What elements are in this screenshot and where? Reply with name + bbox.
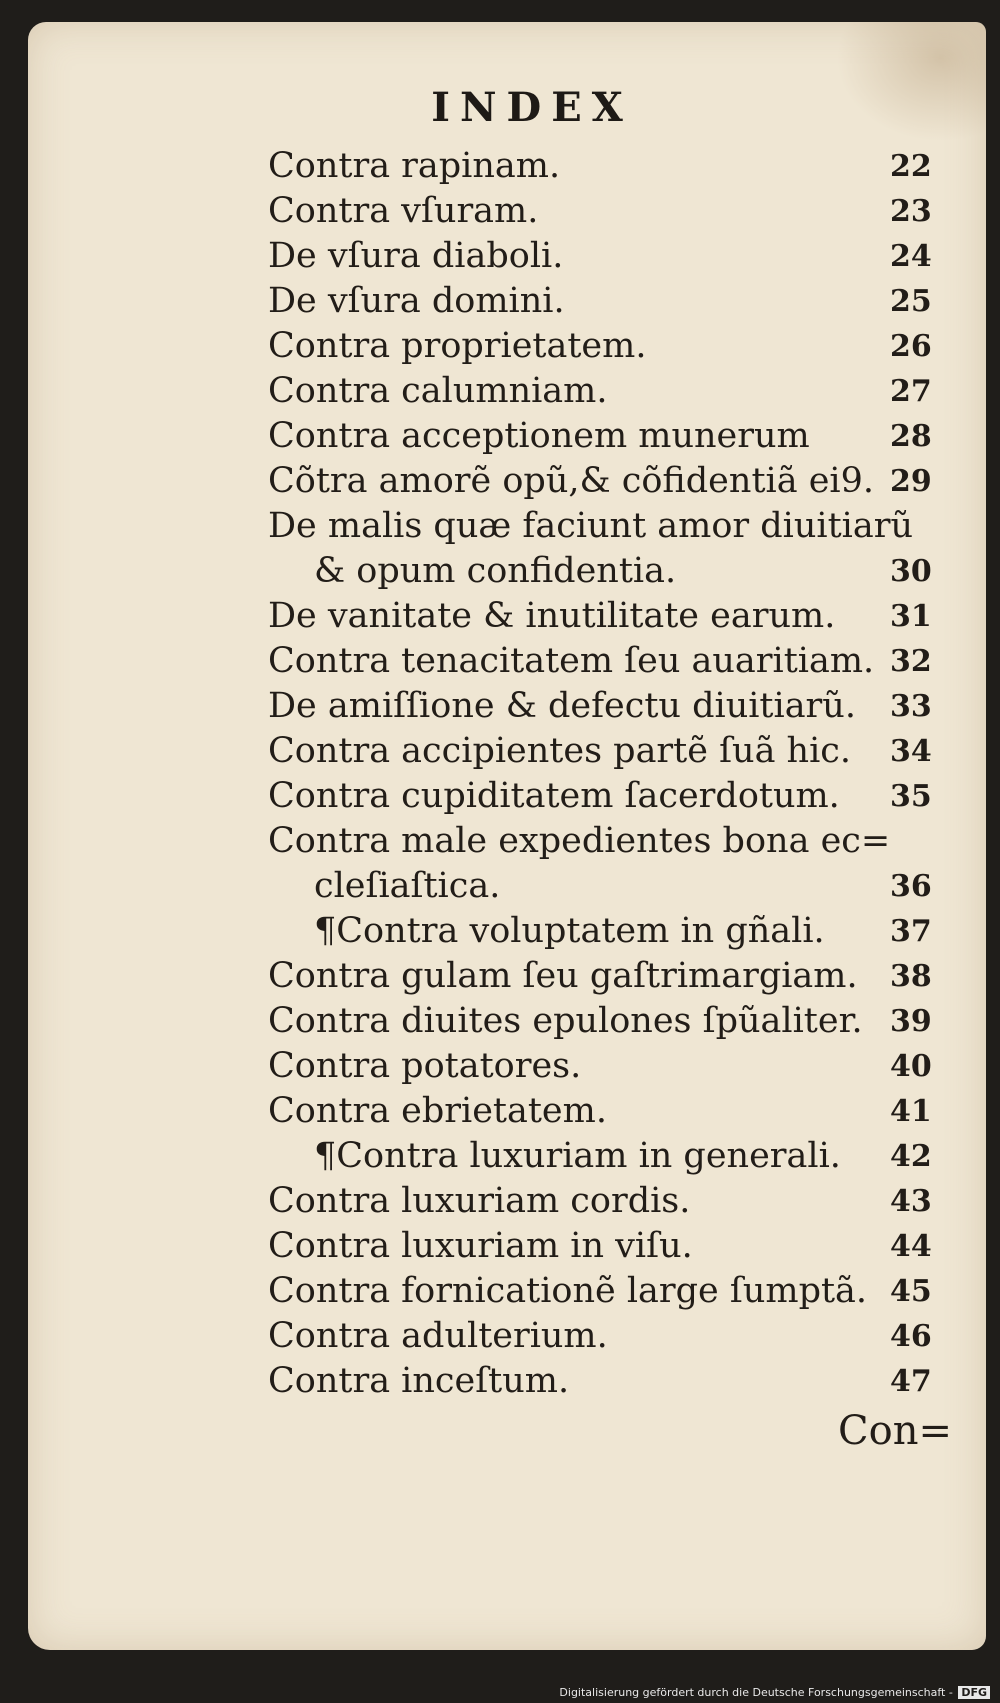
entry-title: Cõtra amorẽ opũ,& cõfidentiã ei9. bbox=[268, 461, 874, 501]
entry-page-number: 34 bbox=[890, 734, 932, 769]
entry-title: De amiſſione & defectu diuitiarũ. bbox=[268, 686, 856, 726]
page-title: INDEX bbox=[431, 84, 633, 131]
index-entry bbox=[28, 189, 986, 234]
entry-title: Contra inceſtum. bbox=[268, 1361, 570, 1401]
entry-title: Contra potatores. bbox=[268, 1046, 582, 1086]
credit-text: Digitalisierung gefördert durch die Deutsche Forschungsgemeinschaft - bbox=[559, 1686, 953, 1699]
entry-page-number: 45 bbox=[890, 1274, 932, 1309]
entry-page-number: 36 bbox=[890, 869, 932, 904]
entry-title: Contra vſuram. bbox=[268, 191, 539, 231]
index-entry bbox=[28, 864, 986, 909]
catchword: Con= bbox=[838, 1408, 952, 1454]
entry-page-number: 42 bbox=[890, 1139, 932, 1174]
entry-title: De vſura domini. bbox=[268, 281, 565, 321]
dfg-logo: DFG bbox=[958, 1686, 990, 1699]
entry-page-number: 28 bbox=[890, 419, 932, 454]
entry-title: & opum confidentia. bbox=[314, 551, 677, 591]
entry-title: Contra luxuriam in viſu. bbox=[268, 1226, 693, 1266]
index-entry bbox=[28, 1134, 986, 1179]
index-entry bbox=[28, 279, 986, 324]
entry-title: Contra cupiditatem ſacerdotum. bbox=[268, 776, 840, 816]
index-entry bbox=[28, 414, 986, 459]
entry-title: Contra accipientes partẽ ſuã hic. bbox=[268, 731, 852, 771]
index-entry bbox=[28, 1179, 986, 1224]
entry-title: Contra adulterium. bbox=[268, 1316, 608, 1356]
index-entry bbox=[28, 324, 986, 369]
entry-title: Contra luxuriam cordis. bbox=[268, 1181, 691, 1221]
entry-page-number: 40 bbox=[890, 1049, 932, 1084]
index-entry bbox=[28, 1314, 986, 1359]
book-page bbox=[28, 22, 986, 1650]
entry-title: ¶Contra luxuriam in generali. bbox=[314, 1136, 841, 1176]
index-entry bbox=[28, 1044, 986, 1089]
index-entry bbox=[28, 234, 986, 279]
entry-page-number: 47 bbox=[890, 1364, 932, 1399]
entry-title: ¶Contra voluptatem in gñali. bbox=[314, 911, 825, 951]
entry-title: Contra rapinam. bbox=[268, 146, 561, 186]
entry-title: Contra ebrietatem. bbox=[268, 1091, 607, 1131]
entry-title: Contra male expedientes bona ec= bbox=[268, 821, 891, 861]
index-entry bbox=[28, 639, 986, 684]
entry-title: Contra proprietatem. bbox=[268, 326, 647, 366]
entry-page-number: 29 bbox=[890, 464, 932, 499]
entry-title: cleſiaſtica. bbox=[314, 866, 501, 906]
entry-title: Contra tenacitatem ſeu auaritiam. bbox=[268, 641, 875, 681]
index-entry bbox=[28, 1224, 986, 1269]
entry-page-number: 41 bbox=[890, 1094, 932, 1129]
entry-title: Contra diuites epulones ſpũaliter. bbox=[268, 1001, 863, 1041]
entry-title: Contra fornicationẽ large ſumptã. bbox=[268, 1271, 868, 1311]
entry-page-number: 44 bbox=[890, 1229, 932, 1264]
entry-title: Contra acceptionem munerum bbox=[268, 416, 810, 456]
entry-page-number: 30 bbox=[890, 554, 932, 589]
entry-page-number: 39 bbox=[890, 1004, 932, 1039]
index-entry bbox=[28, 684, 986, 729]
index-entry bbox=[28, 459, 986, 504]
entry-title: Contra calumniam. bbox=[268, 371, 608, 411]
entry-title: De malis quæ faciunt amor diuitiarũ bbox=[268, 506, 914, 546]
entry-page-number: 33 bbox=[890, 689, 932, 724]
index-entry bbox=[28, 999, 986, 1044]
entry-page-number: 26 bbox=[890, 329, 932, 364]
index-entry bbox=[28, 144, 986, 189]
entry-page-number: 31 bbox=[890, 599, 932, 634]
index-entry bbox=[28, 1089, 986, 1134]
entry-page-number: 27 bbox=[890, 374, 932, 409]
index-entry bbox=[28, 774, 986, 819]
entry-page-number: 43 bbox=[890, 1184, 932, 1219]
entry-title: De vanitate & inutilitate earum. bbox=[268, 596, 836, 636]
index-entry bbox=[28, 1359, 986, 1404]
entry-page-number: 22 bbox=[890, 149, 932, 184]
entry-title: De vſura diaboli. bbox=[268, 236, 564, 276]
index-entry bbox=[28, 369, 986, 414]
index-entry bbox=[28, 504, 986, 549]
entry-page-number: 46 bbox=[890, 1319, 932, 1354]
digitization-credit bbox=[559, 1686, 990, 1699]
index-entry bbox=[28, 909, 986, 954]
entry-page-number: 24 bbox=[890, 239, 932, 274]
index-entry bbox=[28, 819, 986, 864]
entry-page-number: 35 bbox=[890, 779, 932, 814]
index-entry bbox=[28, 1269, 986, 1314]
entry-page-number: 25 bbox=[890, 284, 932, 319]
entry-page-number: 37 bbox=[890, 914, 932, 949]
entry-page-number: 32 bbox=[890, 644, 932, 679]
entry-page-number: 38 bbox=[890, 959, 932, 994]
entry-title: Contra gulam ſeu gaſtrimargiam. bbox=[268, 956, 858, 996]
index-entry bbox=[28, 954, 986, 999]
index-entry bbox=[28, 594, 986, 639]
entry-page-number: 23 bbox=[890, 194, 932, 229]
index-entry bbox=[28, 549, 986, 594]
index-entry bbox=[28, 729, 986, 774]
